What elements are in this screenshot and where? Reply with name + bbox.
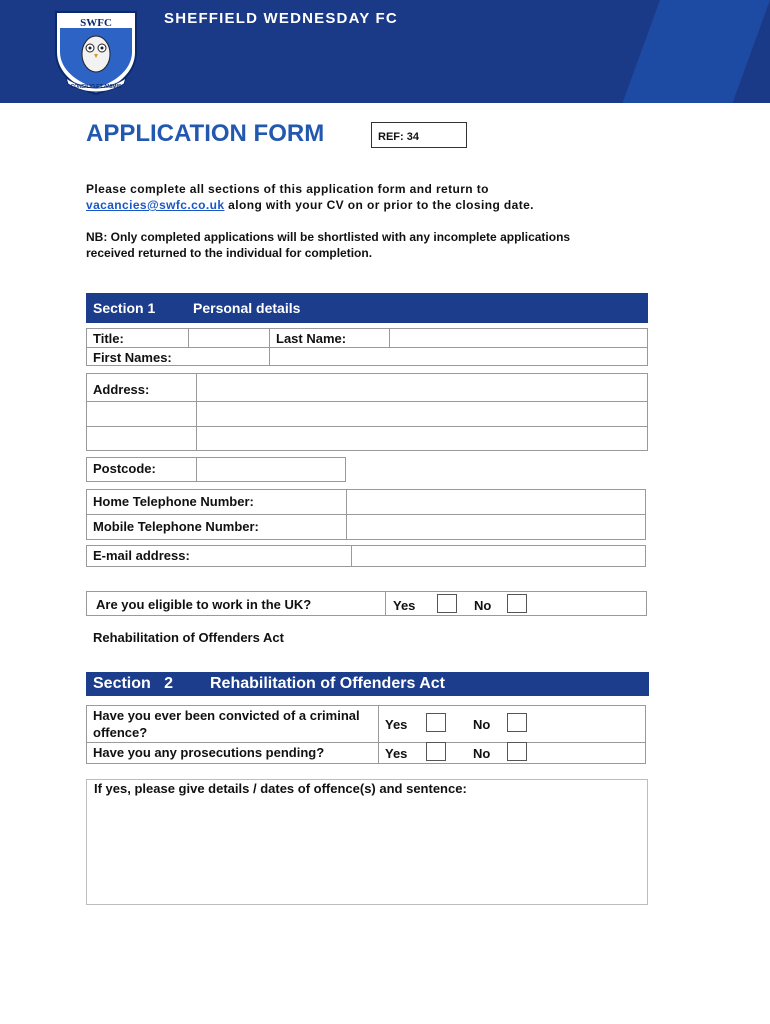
pending-no-checkbox[interactable] <box>507 742 527 761</box>
first-names-label: First Names: <box>86 347 270 366</box>
eligible-no-label: No <box>474 598 492 613</box>
email-label: E-mail address: <box>86 545 352 567</box>
offence-details-box[interactable] <box>86 779 648 905</box>
convicted-yes-label: Yes <box>385 717 408 732</box>
address-line-2[interactable] <box>196 401 648 427</box>
convicted-yes-checkbox[interactable] <box>426 713 446 732</box>
eligible-question: Are you eligible to work in the UK? <box>86 591 386 616</box>
section-1-title: Personal details <box>193 300 301 316</box>
section-2-title: Rehabilitation of Offenders Act <box>210 675 445 692</box>
club-crest-logo <box>50 8 142 96</box>
eligible-yes-label: Yes <box>393 598 416 613</box>
convicted-no-checkbox[interactable] <box>507 713 527 732</box>
postcode-field[interactable] <box>196 457 346 482</box>
intro-paragraph <box>86 181 591 213</box>
section-1-header <box>86 293 648 323</box>
title-field[interactable] <box>188 328 270 348</box>
address-line-3[interactable] <box>196 426 648 451</box>
banner-accent <box>623 0 770 103</box>
address-line-1[interactable] <box>196 373 648 402</box>
note-paragraph: NB: Only completed applications will be shortlisted with any incomplete applications received returned to the individual for completion. <box>86 230 571 260</box>
address-label: Address: <box>86 373 197 402</box>
section-2-header <box>86 672 649 696</box>
offence-details-label: If yes, please give details / dates of offence(s) and sentence: <box>94 781 467 796</box>
title-label: Title: <box>86 328 189 348</box>
eligible-no-checkbox[interactable] <box>507 594 527 613</box>
email-link[interactable]: vacancies@swfc.co.uk <box>86 198 225 212</box>
rehab-heading: Rehabilitation of Offenders Act <box>93 630 284 645</box>
home-phone-label: Home Telephone Number: <box>86 489 347 515</box>
postcode-label: Postcode: <box>86 457 197 482</box>
mobile-phone-label: Mobile Telephone Number: <box>86 514 347 540</box>
club-name: SHEFFIELD WEDNESDAY FC <box>164 10 398 27</box>
address-blank-label <box>86 401 197 427</box>
section-1-number: Section 1 <box>93 300 156 316</box>
mobile-phone-field[interactable] <box>346 514 646 540</box>
pending-yes-label: Yes <box>385 746 408 761</box>
header-banner <box>0 0 770 103</box>
pending-question: Have you any prosecutions pending? <box>86 742 379 764</box>
eligible-yes-checkbox[interactable] <box>437 594 457 613</box>
home-phone-field[interactable] <box>346 489 646 515</box>
last-name-label: Last Name: <box>269 328 390 348</box>
svg-text:CONSILIO ET ANIMIS: CONSILIO ET ANIMIS <box>70 84 122 90</box>
pending-no-label: No <box>473 746 491 761</box>
ref-box: REF: 34 <box>371 122 467 148</box>
address-blank-label-2 <box>86 426 197 451</box>
intro-text: Please complete all sections of this application form and return to <box>86 182 489 196</box>
email-field[interactable] <box>351 545 646 567</box>
last-name-field[interactable] <box>389 328 648 348</box>
convicted-question: Have you ever been convicted of a criminal offence? <box>86 705 379 743</box>
first-names-field[interactable] <box>269 347 648 366</box>
section-2-number: Section 2 <box>93 675 174 692</box>
form-title: APPLICATION FORM <box>86 120 325 147</box>
pending-yes-checkbox[interactable] <box>426 742 446 761</box>
intro-text-2: along with your CV on or prior to the closing date. <box>224 198 534 212</box>
svg-text:SWFC: SWFC <box>80 17 112 29</box>
convicted-no-label: No <box>473 717 491 732</box>
